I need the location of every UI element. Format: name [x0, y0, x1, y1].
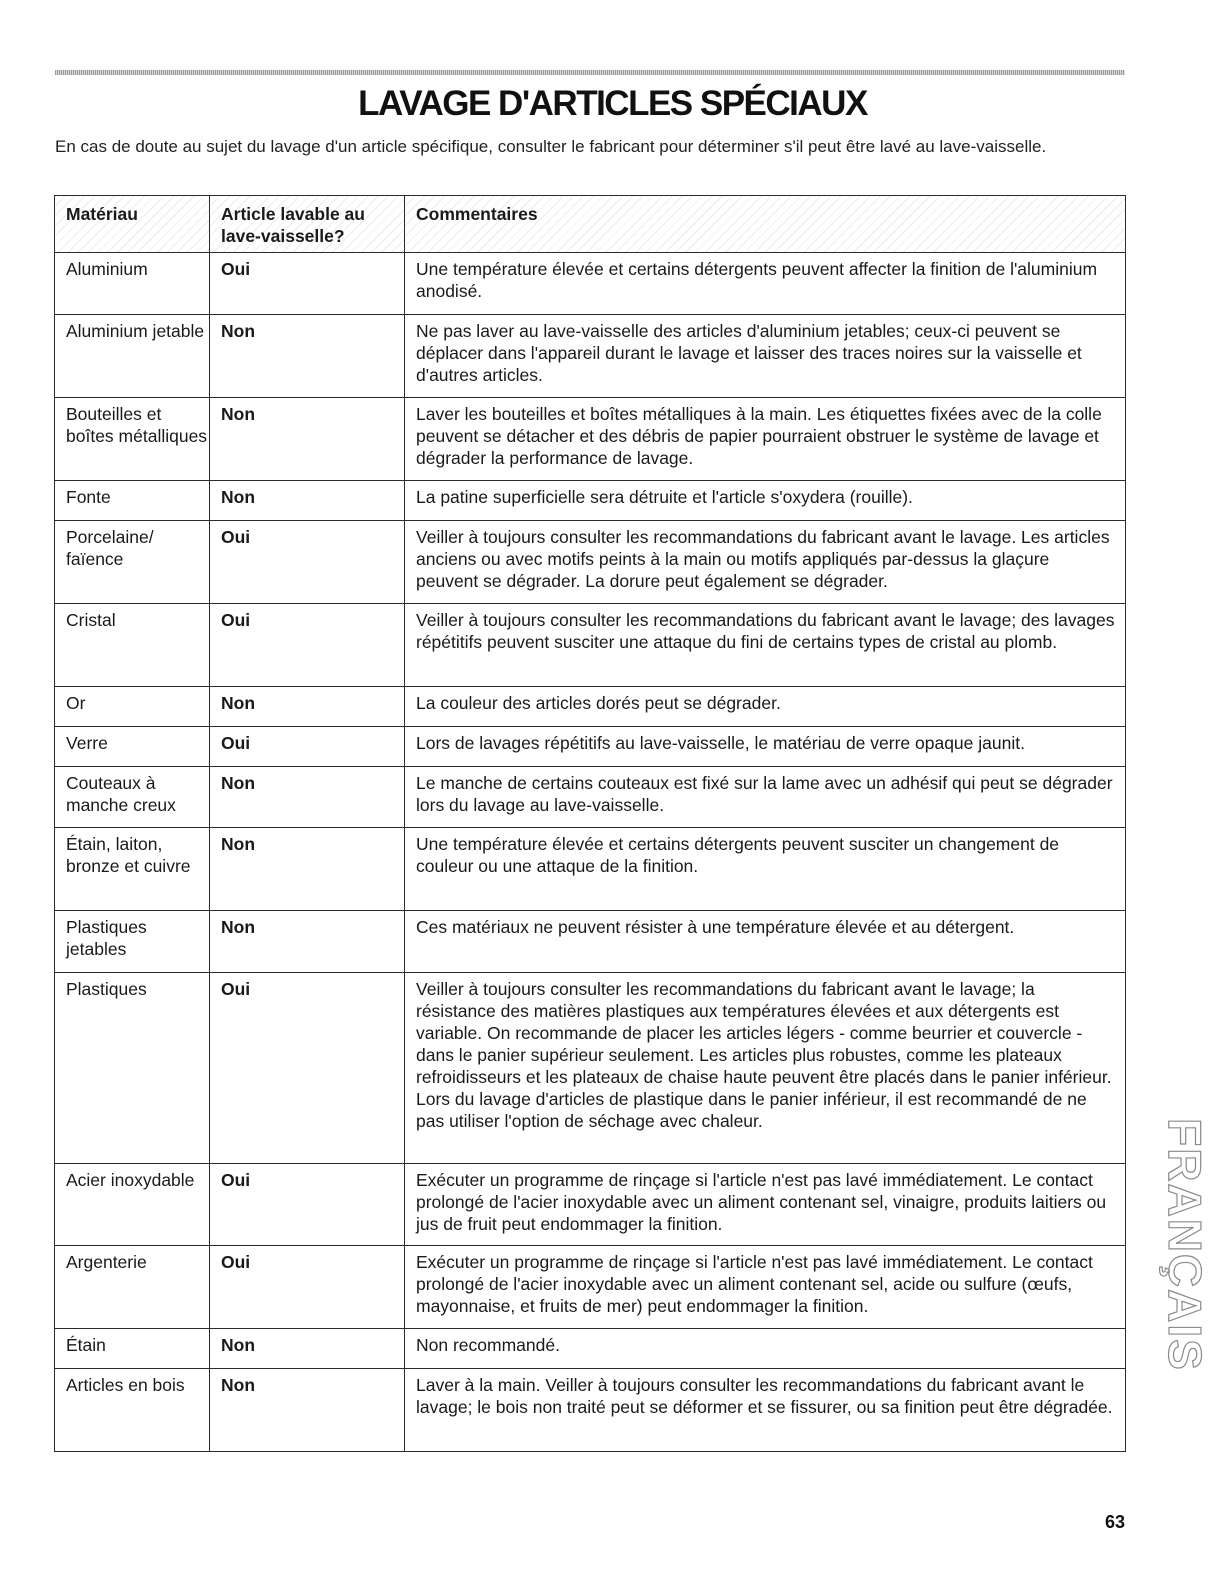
table-row	[55, 1246, 1126, 1329]
material-cell: Aluminium jetable	[55, 315, 210, 398]
special-items-table	[54, 195, 1126, 1452]
material-cell: Fonte	[55, 481, 210, 521]
washable-cell: Oui	[210, 727, 405, 767]
material-cell: Aluminium	[55, 253, 210, 315]
comment-cell: La patine superficielle sera détruite et l'article s'oxydera (rouille).	[405, 481, 1126, 521]
washable-cell: Non	[210, 398, 405, 481]
material-cell: Étain	[55, 1329, 210, 1369]
washable-cell: Non	[210, 1329, 405, 1369]
material-cell: Articles en bois	[55, 1369, 210, 1452]
table-row	[55, 481, 1126, 521]
washable-cell: Non	[210, 828, 405, 911]
washable-cell: Non	[210, 315, 405, 398]
material-cell: Cristal	[55, 604, 210, 687]
comment-cell: Ne pas laver au lave-vaisselle des articles d'aluminium jetables; ceux-ci peuvent se déplacer dans l'appareil durant le lavage et laisser des traces noires sur la vaisselle et d'autres articles.	[405, 315, 1126, 398]
washable-cell: Non	[210, 1369, 405, 1452]
material-cell: Or	[55, 687, 210, 727]
material-cell: Étain, laiton, bronze et cuivre	[55, 828, 210, 911]
washable-cell: Oui	[210, 604, 405, 687]
washable-cell: Non	[210, 911, 405, 973]
table-row	[55, 604, 1126, 687]
comment-cell: Non recommandé.	[405, 1329, 1126, 1369]
comment-cell: Lors de lavages répétitifs au lave-vaisselle, le matériau de verre opaque jaunit.	[405, 727, 1126, 767]
comment-cell: Veiller à toujours consulter les recommandations du fabricant avant le lavage; la résistance des matières plastiques aux températures élevées et aux détergents est variable. On recommande de placer les articles légers - comme beurrier et couvercle - dans le panier supérieur seulement. Les articles plus robustes, comme les plateaux refroidisseurs et les plateaux de chaise haute peuvent être placés dans le panier inférieur. Lors du lavage d'articles de plastique dans le panier inférieur, il est recommandé de ne pas utiliser l'option de séchage avec chaleur.	[405, 973, 1126, 1164]
washable-cell: Oui	[210, 253, 405, 315]
table-row	[55, 315, 1126, 398]
comment-cell: Une température élevée et certains détergents peuvent susciter un changement de couleur ou une attaque de la finition.	[405, 828, 1126, 911]
table-row	[55, 253, 1126, 315]
page-number: 63	[1104, 1512, 1125, 1532]
table-row	[55, 973, 1126, 1164]
comment-cell: Veiller à toujours consulter les recommandations du fabricant avant le lavage. Les articles anciens ou avec motifs peints à la main ou motifs appliqués par-dessus la glaçure peuvent se dégrader. La dorure peut également se dégrader.	[405, 521, 1126, 604]
comment-cell: Exécuter un programme de rinçage si l'article n'est pas lavé immédiatement. Le contact prolongé de l'acier inoxydable avec un aliment contenant sel, vinaigre, produits laitiers ou jus de fruit peut endommager la finition.	[405, 1164, 1126, 1246]
table-row	[55, 1164, 1126, 1246]
comment-cell: Ces matériaux ne peuvent résister à une température élevée et au détergent.	[405, 911, 1126, 973]
comment-cell: Veiller à toujours consulter les recommandations du fabricant avant le lavage; des lavages répétitifs peuvent susciter une attaque du fini de certains types de cristal au plomb.	[405, 604, 1126, 687]
washable-cell: Non	[210, 767, 405, 828]
washable-cell: Oui	[210, 973, 405, 1164]
washable-cell: Oui	[210, 1164, 405, 1246]
table-header-row	[55, 196, 1126, 253]
material-cell: Porcelaine/ faïence	[55, 521, 210, 604]
washable-cell: Oui	[210, 521, 405, 604]
table-row	[55, 1369, 1126, 1452]
material-cell: Plastiques	[55, 973, 210, 1164]
material-cell: Plastiques jetables	[55, 911, 210, 973]
material-cell: Bouteilles et boîtes métalliques	[55, 398, 210, 481]
table-row	[55, 911, 1126, 973]
header-material: Matériau	[55, 196, 210, 253]
intro-paragraph: En cas de doute au sujet du lavage d'un article spécifique, consulter le fabricant pour déterminer s'il peut être lavé au lave-vaisselle.	[55, 137, 1047, 156]
comment-cell: Laver les bouteilles et boîtes métalliques à la main. Les étiquettes fixées avec de la colle peuvent se détacher et des débris de papier pourraient obstruer le système de lavage et dégrader la performance de lavage.	[405, 398, 1126, 481]
washable-cell: Non	[210, 687, 405, 727]
table-row	[55, 521, 1126, 604]
language-side-label: FRANÇAIS	[1159, 1118, 1211, 1372]
comment-cell: La couleur des articles dorés peut se dégrader.	[405, 687, 1126, 727]
table-row	[55, 398, 1126, 481]
comment-cell: Le manche de certains couteaux est fixé sur la lame avec un adhésif qui peut se dégrader lors du lavage au lave-vaisselle.	[405, 767, 1126, 828]
table-row	[55, 727, 1126, 767]
material-cell: Acier inoxydable	[55, 1164, 210, 1246]
table-row	[55, 1329, 1126, 1369]
comment-cell: Une température élevée et certains détergents peuvent affecter la finition de l'aluminium anodisé.	[405, 253, 1126, 315]
comment-cell: Exécuter un programme de rinçage si l'article n'est pas lavé immédiatement. Le contact prolongé de l'acier inoxydable avec un aliment contenant sel, acide ou sulfure (œufs, mayonnaise, et fruits de mer) peut endommager la finition.	[405, 1246, 1126, 1329]
table-row	[55, 767, 1126, 828]
table-row	[55, 828, 1126, 911]
table-row	[55, 687, 1126, 727]
page-title: LAVAGE D'ARTICLES SPÉCIAUX	[358, 84, 867, 123]
material-cell: Argenterie	[55, 1246, 210, 1329]
header-washable: Article lavable au lave-vaisselle?	[210, 196, 405, 253]
washable-cell: Oui	[210, 1246, 405, 1329]
header-comments: Commentaires	[405, 196, 1126, 253]
top-rule	[55, 70, 1125, 75]
washable-cell: Non	[210, 481, 405, 521]
material-cell: Verre	[55, 727, 210, 767]
comment-cell: Laver à la main. Veiller à toujours consulter les recommandations du fabricant avant le lavage; le bois non traité peut se déformer et se fissurer, ou sa finition peut être dégradée.	[405, 1369, 1126, 1452]
material-cell: Couteaux à manche creux	[55, 767, 210, 828]
